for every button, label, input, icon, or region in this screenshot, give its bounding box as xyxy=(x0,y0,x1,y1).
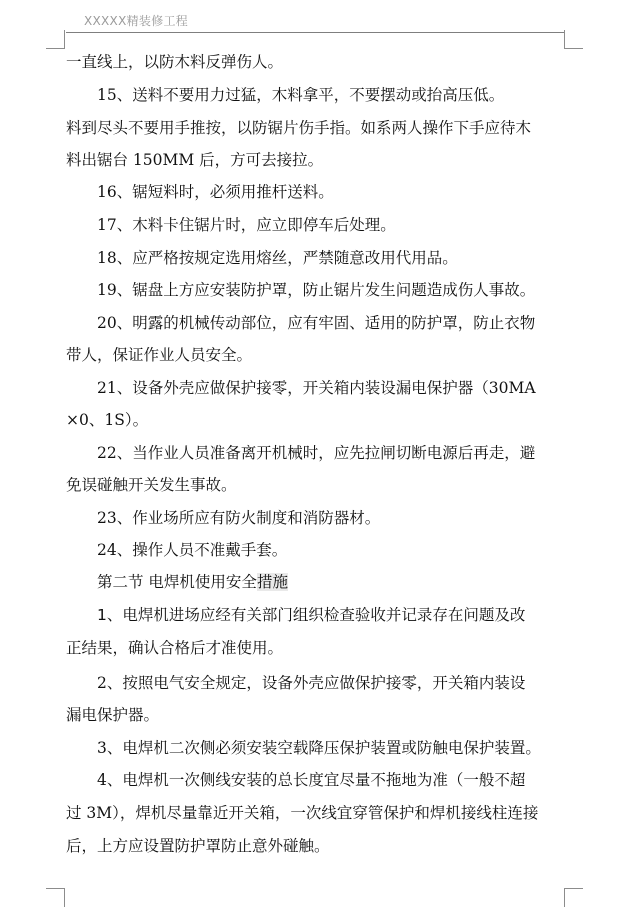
paragraph-line: 正结果，确认合格后才准使用。 xyxy=(66,639,284,657)
paragraph-line: 17、木料卡住锯片时，应立即停车后处理。 xyxy=(97,216,396,234)
paragraph-line: 16、锯短料时，必须用推杆送料。 xyxy=(97,183,334,201)
paragraph-line: 18、应严格按规定选用熔丝，严禁随意改用代用品。 xyxy=(97,249,458,267)
paragraph-line: 1、电焊机进场应经有关部门组织检查验收并记录存在问题及改 xyxy=(97,606,526,624)
paragraph-line: 后，上方应设置防护罩防止意外碰触。 xyxy=(66,837,330,855)
paragraph-line: 料出锯台 150MM 后，方可去接拉。 xyxy=(66,151,324,169)
crop-mark-top-left xyxy=(46,30,65,49)
paragraph-line: 料到尽头不要用手推按，以防锯片伤手指。如系两人操作下手应待木 xyxy=(66,119,532,137)
paragraph-line: 19、锯盘上方应安装防护罩，防止锯片发生问题造成伤人事故。 xyxy=(97,281,536,299)
paragraph-line: 过 3M），焊机尽量靠近开关箱，一次线宜穿管保护和焊机接线柱连接 xyxy=(66,804,539,822)
section-heading xyxy=(97,572,288,592)
paragraph-line: 21、设备外壳应做保护接零，开关箱内装设漏电保护器（30MA xyxy=(97,379,536,397)
paragraph-line: 2、按照电气安全规定，设备外壳应做保护接零，开关箱内装设 xyxy=(97,674,526,692)
header-rule xyxy=(66,32,564,33)
paragraph-line: ×0、1S）。 xyxy=(66,411,149,429)
paragraph-line: 22、当作业人员准备离开机械时，应先拉闸切断电源后再走，避 xyxy=(97,444,536,462)
paragraph-line: 20、明露的机械传动部位，应有牢固、适用的防护罩，防止衣物 xyxy=(97,314,536,332)
paragraph-line: 23、作业场所应有防火制度和消防器材。 xyxy=(97,509,381,527)
paragraph-line: 24、操作人员不准戴手套。 xyxy=(97,541,288,559)
crop-mark-top-right xyxy=(564,30,583,49)
section-heading-text: 第二节 电焊机使用安全 xyxy=(97,573,257,591)
paragraph-line: 免误碰触开关发生事故。 xyxy=(66,476,237,494)
paragraph-line: 3、电焊机二次侧必须安装空载降压保护装置或防触电保护装置。 xyxy=(97,739,541,757)
paragraph-line: 带人，保证作业人员安全。 xyxy=(66,346,253,364)
crop-mark-bottom-right xyxy=(564,888,583,907)
paragraph-line: 15、送料不要用力过猛，木料拿平，不要摆动或抬高压低。 xyxy=(97,86,505,104)
paragraph-line: 漏电保护器。 xyxy=(66,706,160,724)
paragraph-line: 4、电焊机一次侧线安装的总长度宜尽量不拖地为准（一般不超 xyxy=(97,771,526,789)
crop-mark-bottom-left xyxy=(46,888,65,907)
paragraph-line: 一直线上，以防木料反弹伤人。 xyxy=(66,53,284,71)
page-header: XXXXX精装修工程 xyxy=(84,14,189,28)
highlighted-word: 措施 xyxy=(256,573,288,591)
